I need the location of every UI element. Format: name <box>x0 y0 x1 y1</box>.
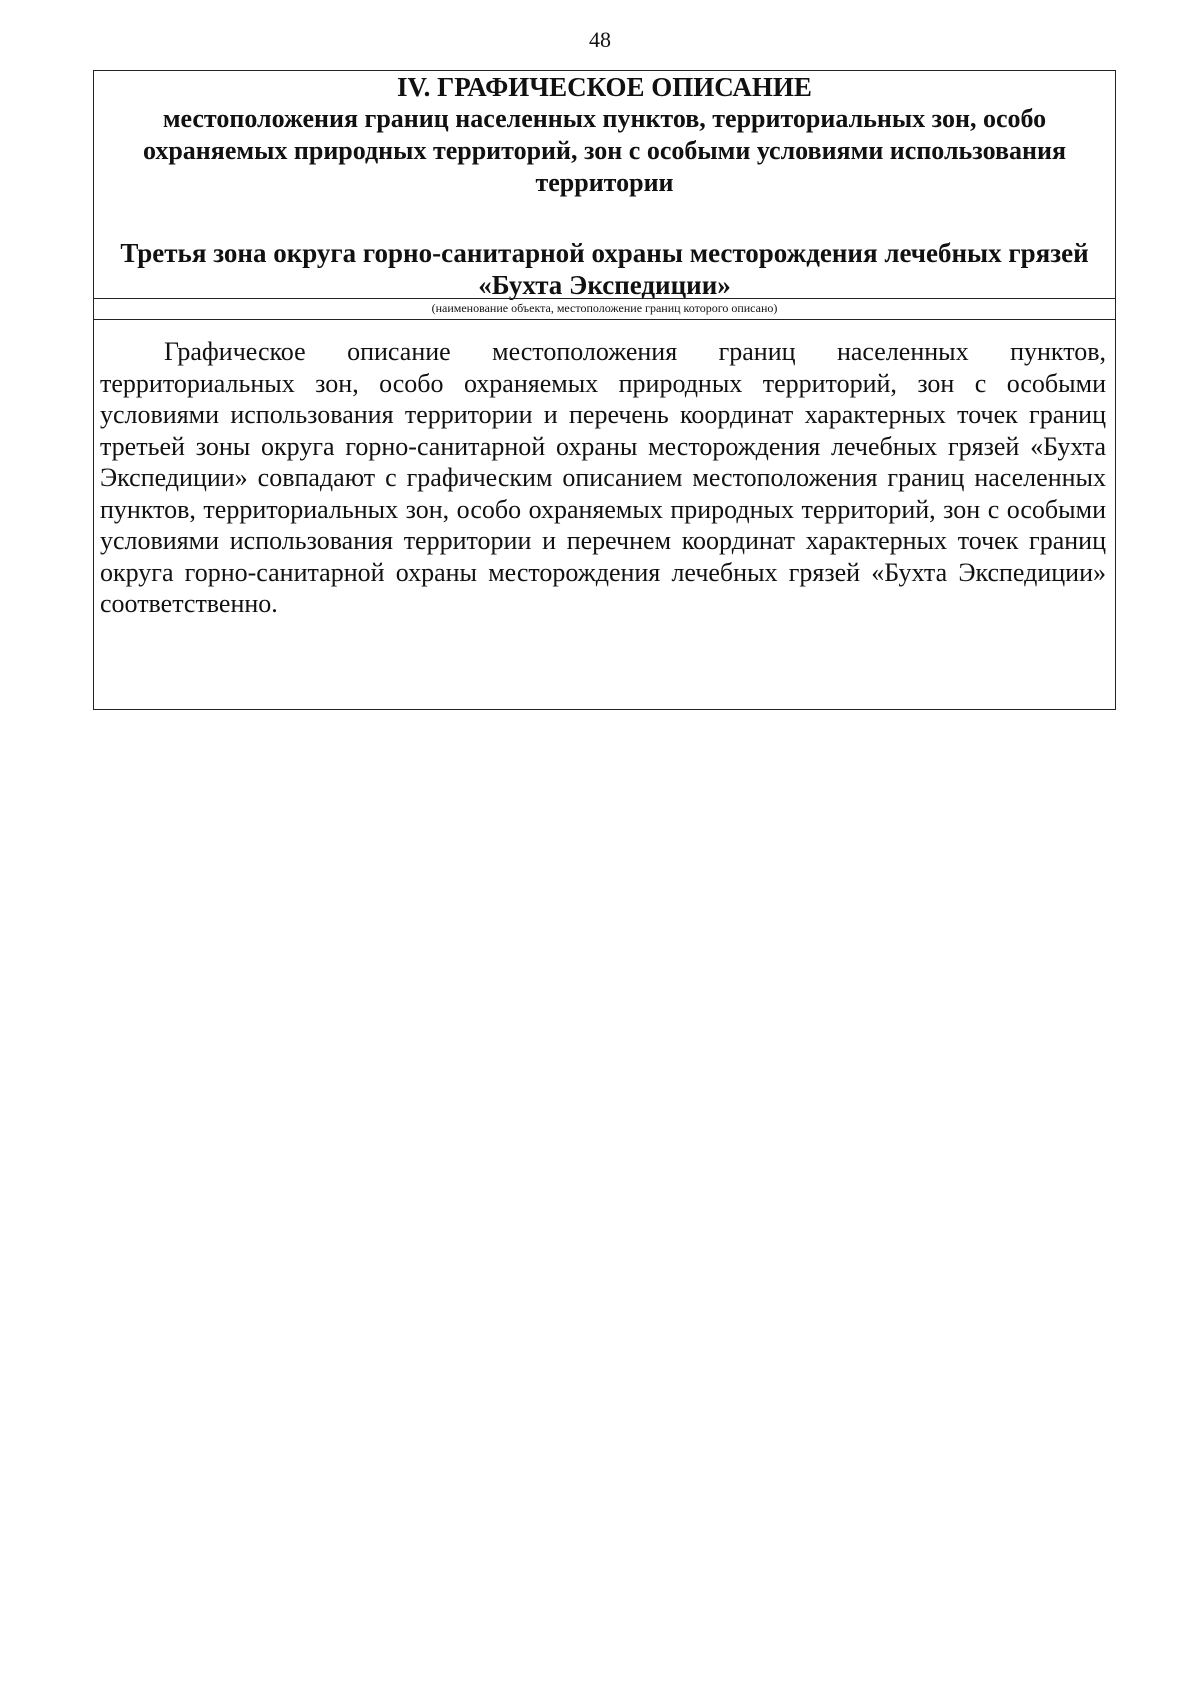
object-name-caption: (наименование объекта, местоположение границ которого описано) <box>431 301 778 315</box>
section-subtitle: местоположения границ населенных пунктов, территориальных зон, особо охраняемых природных территорий, зон с особыми условиями использования территории <box>142 104 1067 197</box>
section-title: IV. ГРАФИЧЕСКОЕ ОПИСАНИЕ <box>397 72 812 102</box>
section-header <box>94 71 1115 199</box>
object-name: Третья зона округа горно-санитарной охраны месторождения лечебных грязей «Бухта Экспедиции» <box>120 238 1089 300</box>
divider-line <box>94 319 1115 320</box>
body-paragraph: Графическое описание местоположения границ населенных пунктов, территориальных зон, особо охраняемых природных территорий, зон с особыми условиями использования территории и перечень координат характерных точек границ третьей зоны округа горно-санитарной охраны месторождения лечебных грязей «Бухта Экспедиции» совпадают с графическим описанием местоположения границ населенных пунктов, территориальных зон, особо охраняемых природных территорий, зон с особыми условиями использования территории и перечнем координат характерных точек границ округа горно-санитарной охраны месторождения лечебных грязей «Бухта Экспедиции» соответственно. <box>100 337 1106 618</box>
page-number: 48 <box>589 27 611 52</box>
document-frame <box>93 70 1116 710</box>
